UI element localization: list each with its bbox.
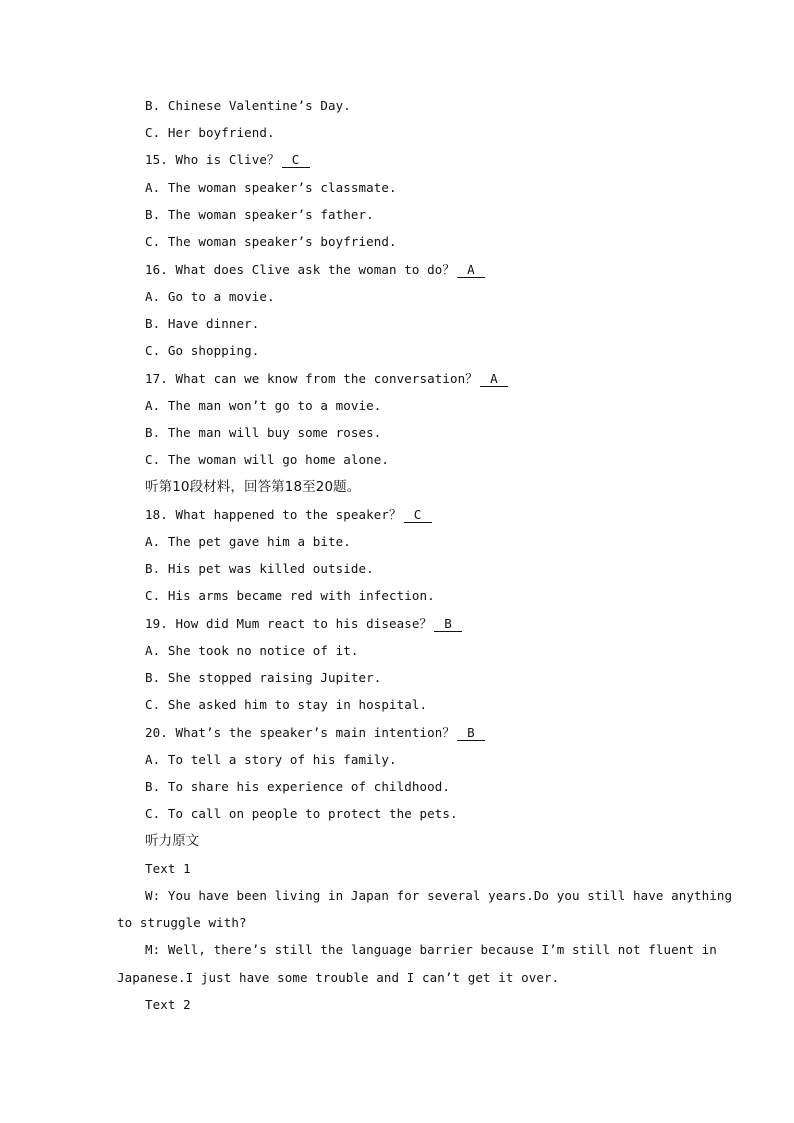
line-text: C. Her boyfriend. [145, 125, 275, 140]
option-a-q18 [145, 534, 351, 550]
line-text: A. The man won’t go to a movie. [145, 398, 382, 413]
option-a-q19 [145, 643, 359, 659]
line-text: C. She asked him to stay in hospital. [145, 697, 428, 712]
transcript-line [145, 942, 717, 958]
line-text: A. To tell a story of his family. [145, 752, 397, 767]
line-text: to struggle with? [117, 915, 247, 930]
answer-blank: A [457, 263, 485, 278]
line-text: C. To call on people to protect the pets. [145, 806, 458, 821]
question-16 [145, 262, 485, 278]
line-text: C. Go shopping. [145, 343, 260, 358]
question-text: 15. Who is Clive？ [145, 152, 280, 167]
question-text: 19. How did Mum react to his disease？ [145, 616, 433, 631]
line-text: B. To share his experience of childhood. [145, 779, 451, 794]
option-b-q18 [145, 561, 374, 577]
option-a-q16 [145, 289, 275, 305]
option-b-q16 [145, 316, 259, 332]
option-c-q15 [145, 234, 397, 250]
question-20 [145, 725, 485, 741]
option-b-q14 [145, 98, 351, 114]
question-19 [145, 616, 462, 632]
line-text: C. The woman speaker’s boyfriend. [145, 234, 397, 249]
transcript-line [145, 888, 732, 904]
question-text: 16. What does Clive ask the woman to do？ [145, 262, 455, 277]
text-1-label [145, 861, 191, 877]
line-text: Text 1 [145, 861, 191, 876]
option-c-q18 [145, 588, 435, 604]
option-c-q19 [145, 697, 427, 713]
line-text: C. His arms became red with infection. [145, 588, 435, 603]
line-text: Text 2 [145, 997, 191, 1012]
transcript-line-continued [117, 970, 559, 986]
question-text: 18. What happened to the speaker？ [145, 507, 402, 522]
question-17 [145, 371, 508, 387]
answer-blank: B [434, 617, 462, 632]
transcript-line-continued [117, 915, 247, 931]
line-text: B. His pet was killed outside. [145, 561, 374, 576]
line-text: A. She took no notice of it. [145, 643, 359, 658]
line-text: M: Well, there’s still the language barrier because I’m still not fluent in [145, 942, 717, 957]
text-2-label [145, 997, 191, 1013]
line-text: 听力原文 [145, 833, 200, 849]
line-text: B. Have dinner. [145, 316, 260, 331]
option-c-q20 [145, 806, 458, 822]
answer-blank: A [480, 372, 508, 387]
line-text: B. Chinese Valentine’s Day. [145, 98, 351, 113]
line-text: W: You have been living in Japan for several years.Do you still have anything [145, 888, 733, 903]
option-c-q17 [145, 452, 389, 468]
answer-blank: B [457, 726, 485, 741]
option-c-q16 [145, 343, 259, 359]
option-b-q15 [145, 207, 374, 223]
line-text: B. She stopped raising Jupiter. [145, 670, 382, 685]
answer-blank: C [404, 508, 432, 523]
line-text: Japanese.I just have some trouble and I can’t get it over. [117, 970, 560, 985]
section-instruction [145, 479, 360, 495]
line-text: B. The man will buy some roses. [145, 425, 382, 440]
question-text: 17. What can we know from the conversation？ [145, 371, 478, 386]
option-a-q15 [145, 180, 397, 196]
line-text: B. The woman speaker’s father. [145, 207, 374, 222]
question-18 [145, 507, 432, 523]
line-text: A. Go to a movie. [145, 289, 275, 304]
option-a-q17 [145, 398, 381, 414]
line-text: A. The woman speaker’s classmate. [145, 180, 397, 195]
option-b-q17 [145, 425, 381, 441]
line-text: A. The pet gave him a bite. [145, 534, 351, 549]
option-a-q20 [145, 752, 397, 768]
line-text: C. The woman will go home alone. [145, 452, 390, 467]
question-15 [145, 152, 310, 168]
option-c-q14 [145, 125, 275, 141]
transcript-heading [145, 833, 199, 849]
option-b-q19 [145, 670, 381, 686]
question-text: 20. What’s the speaker’s main intention？ [145, 725, 455, 740]
line-text: 听第10段材料，回答第18至20题。 [145, 479, 361, 495]
option-b-q20 [145, 779, 450, 795]
answer-blank: C [282, 153, 310, 168]
